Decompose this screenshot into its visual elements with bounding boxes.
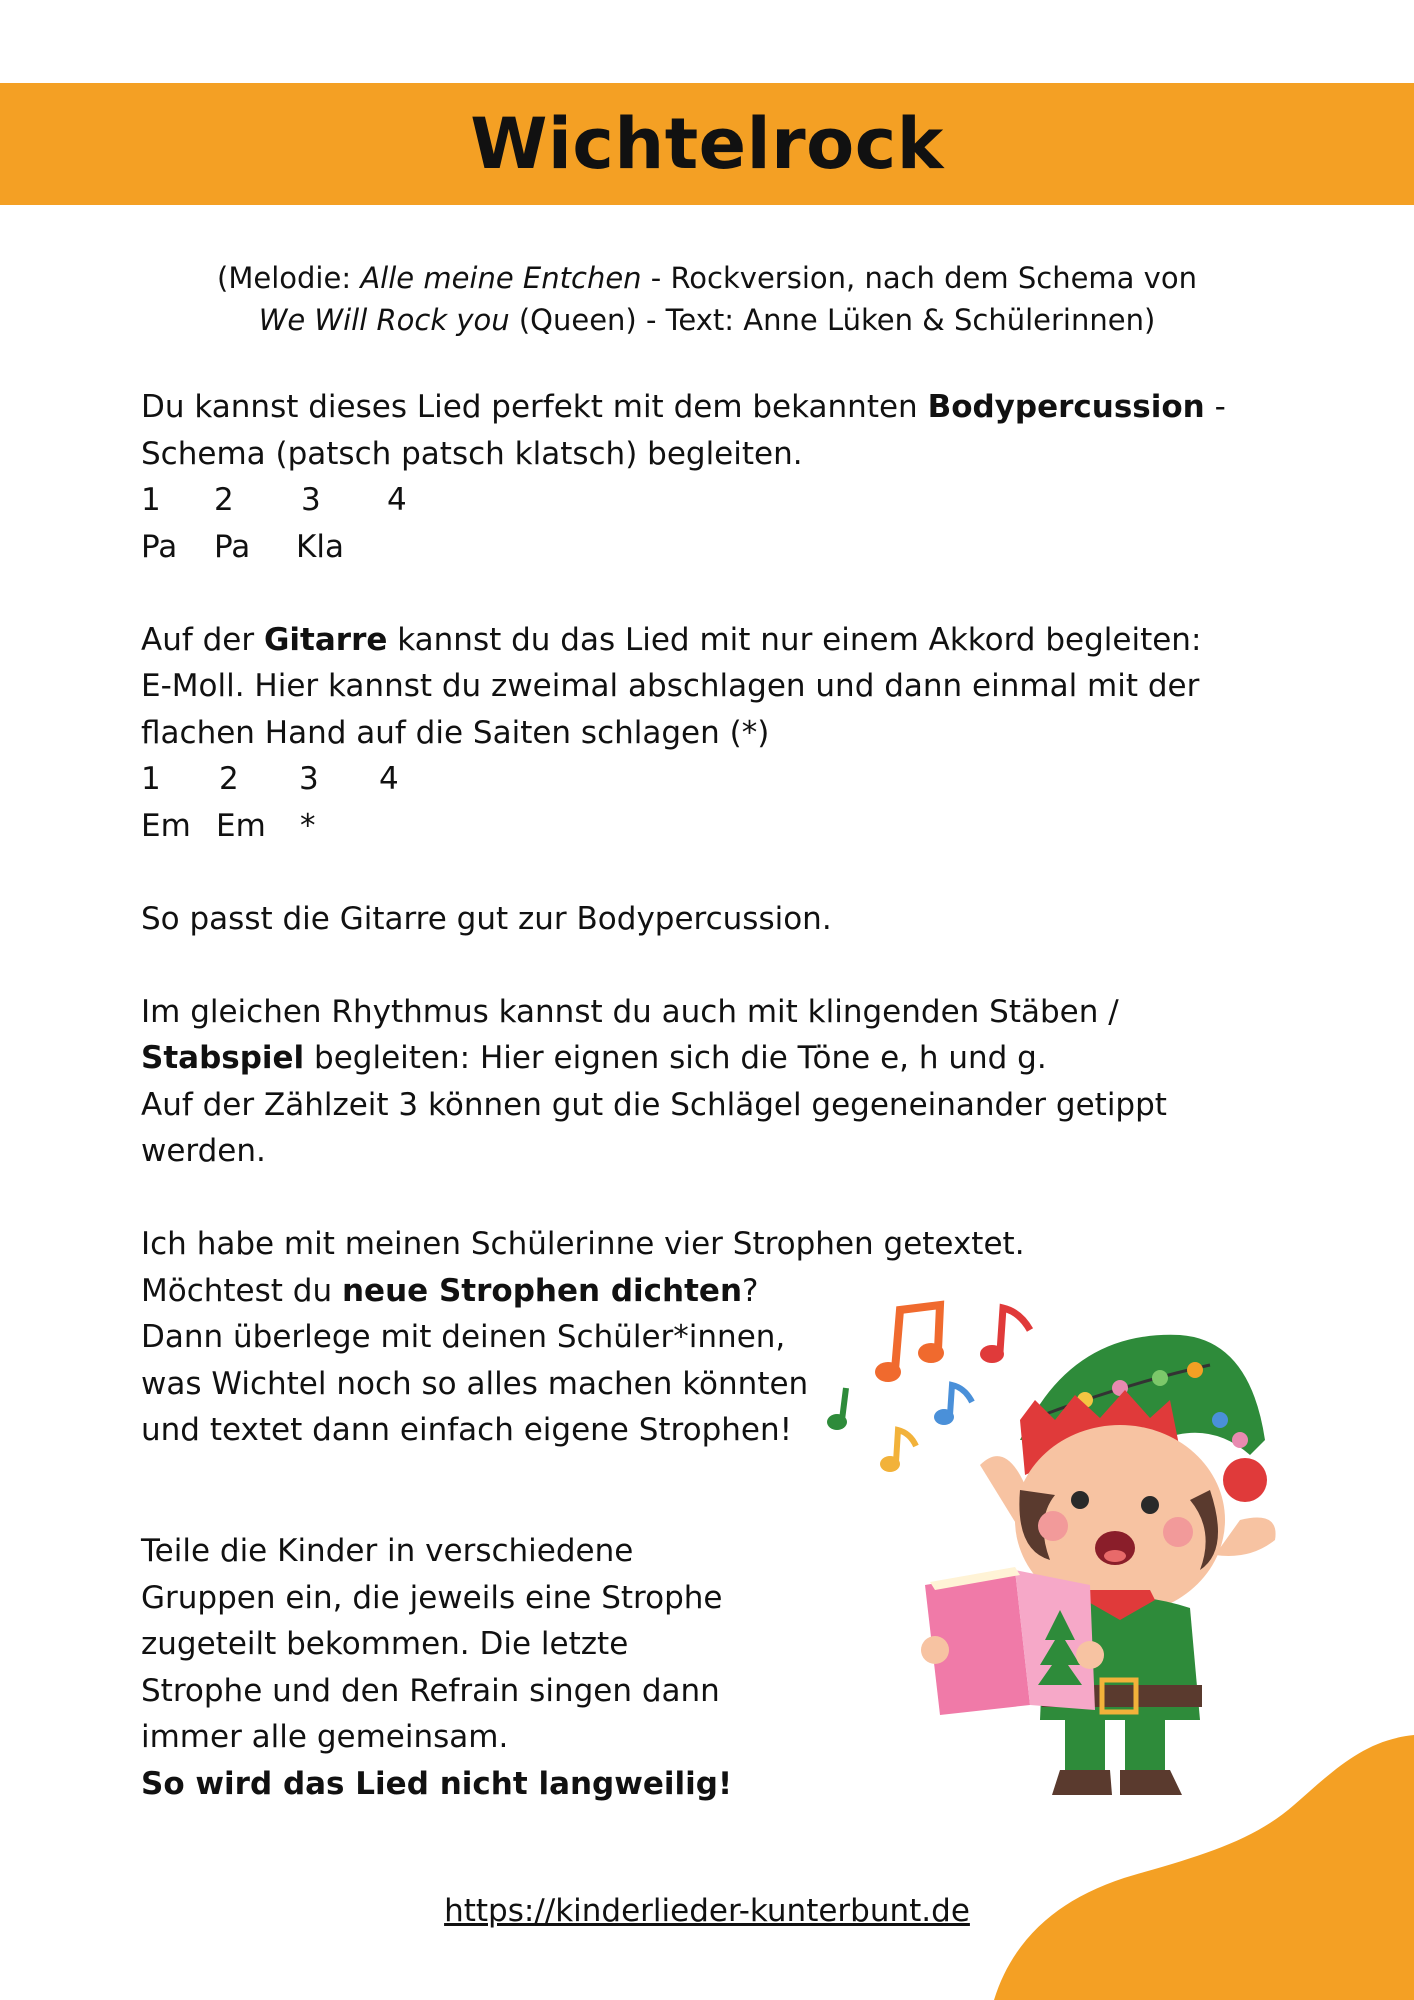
guitar-line-2: E-Moll. Hier kannst du zweimal abschlagen und dann einmal mit der bbox=[141, 668, 1200, 704]
guitar-count-3: 3 bbox=[299, 761, 319, 797]
music-note-icon bbox=[875, 1305, 944, 1382]
chord-1: Em bbox=[141, 807, 191, 844]
guitar-line-1: Auf der Gitarre kannst du das Lied mit nur einem Akkord begleiten: bbox=[141, 621, 1202, 658]
music-note-icon bbox=[980, 1308, 1030, 1363]
verses-line-5: und textet dann einfach eigene Strophen! bbox=[141, 1412, 793, 1448]
groups-line-6: So wird das Lied nicht langweilig! bbox=[141, 1765, 733, 1802]
bodypercussion-line-2: Schema (patsch patsch klatsch) begleiten. bbox=[141, 435, 803, 472]
count-4: 4 bbox=[387, 482, 407, 518]
beat-2: Pa bbox=[214, 528, 251, 565]
chord-3: * bbox=[300, 807, 316, 844]
page-title: Wichtelrock bbox=[470, 103, 944, 185]
chord-2: Em bbox=[216, 807, 266, 844]
guitar-counts bbox=[141, 756, 1231, 803]
guitar-line-3: flachen Hand auf die Saiten schlagen (*) bbox=[141, 714, 770, 751]
guitar-count-4: 4 bbox=[379, 761, 399, 797]
credits-line-2: We Will Rock you (Queen) - Text: Anne Lüken & Schülerinnen) bbox=[258, 303, 1156, 337]
verses-line-3: Dann überlege mit deinen Schüler*innen, bbox=[141, 1319, 786, 1355]
beat-3: Kla bbox=[296, 528, 344, 565]
verses-line-4: was Wichtel noch so alles machen könnten bbox=[141, 1365, 809, 1402]
title-banner bbox=[0, 83, 1414, 205]
count-2: 2 bbox=[214, 482, 234, 518]
stabspiel-line-1: Im gleichen Rhythmus kannst du auch mit klingenden Stäben / bbox=[141, 993, 1119, 1030]
song-credits bbox=[0, 257, 1414, 341]
music-note-icon bbox=[934, 1385, 972, 1425]
groups-line-5: immer alle gemeinsam. bbox=[141, 1719, 509, 1755]
groups-line-3: zugeteilt bekommen. Die letzte bbox=[141, 1626, 629, 1662]
stabspiel-line-2: Stabspiel begleiten: Hier eignen sich die Töne e, h und g. bbox=[141, 1040, 1047, 1076]
guitar-count-1: 1 bbox=[141, 761, 161, 797]
credits-line-1: (Melodie: Alle meine Entchen - Rockversion, nach dem Schema von bbox=[217, 261, 1197, 295]
bodypercussion-line-1: Du kannst dieses Lied perfekt mit dem bekannten Bodypercussion - bbox=[141, 389, 1226, 425]
stabspiel-line-3: Auf der Zählzeit 3 können gut die Schlägel gegeneinander getippt bbox=[141, 1086, 1167, 1123]
footer-link bbox=[0, 1888, 1414, 1934]
singing-elf-illustration bbox=[820, 1290, 1360, 1820]
count-1: 1 bbox=[141, 482, 161, 518]
bodypercussion-counts bbox=[141, 477, 1231, 524]
count-3: 3 bbox=[301, 482, 321, 518]
verses-line-1: Ich habe mit meinen Schülerinne vier Strophen getextet. bbox=[141, 1226, 1025, 1262]
guitar-chords bbox=[141, 803, 1231, 850]
guitar-count-2: 2 bbox=[219, 761, 239, 797]
verses-line-2: Möchtest du neue Strophen dichten? bbox=[141, 1272, 759, 1309]
music-note-icon bbox=[827, 1388, 847, 1430]
music-note-icon bbox=[880, 1430, 916, 1472]
summary-line: So passt die Gitarre gut zur Bodypercussion. bbox=[141, 900, 832, 937]
groups-line-1: Teile die Kinder in verschiedene bbox=[141, 1533, 634, 1569]
groups-line-4: Strophe und den Refrain singen dann bbox=[141, 1672, 720, 1709]
beat-1: Pa bbox=[141, 528, 178, 565]
bodypercussion-beats bbox=[141, 524, 1231, 571]
groups-line-2: Gruppen ein, die jeweils eine Strophe bbox=[141, 1579, 723, 1616]
stabspiel-line-4: werden. bbox=[141, 1133, 266, 1169]
website-link[interactable]: https://kinderlieder-kunterbunt.de bbox=[444, 1893, 970, 1929]
